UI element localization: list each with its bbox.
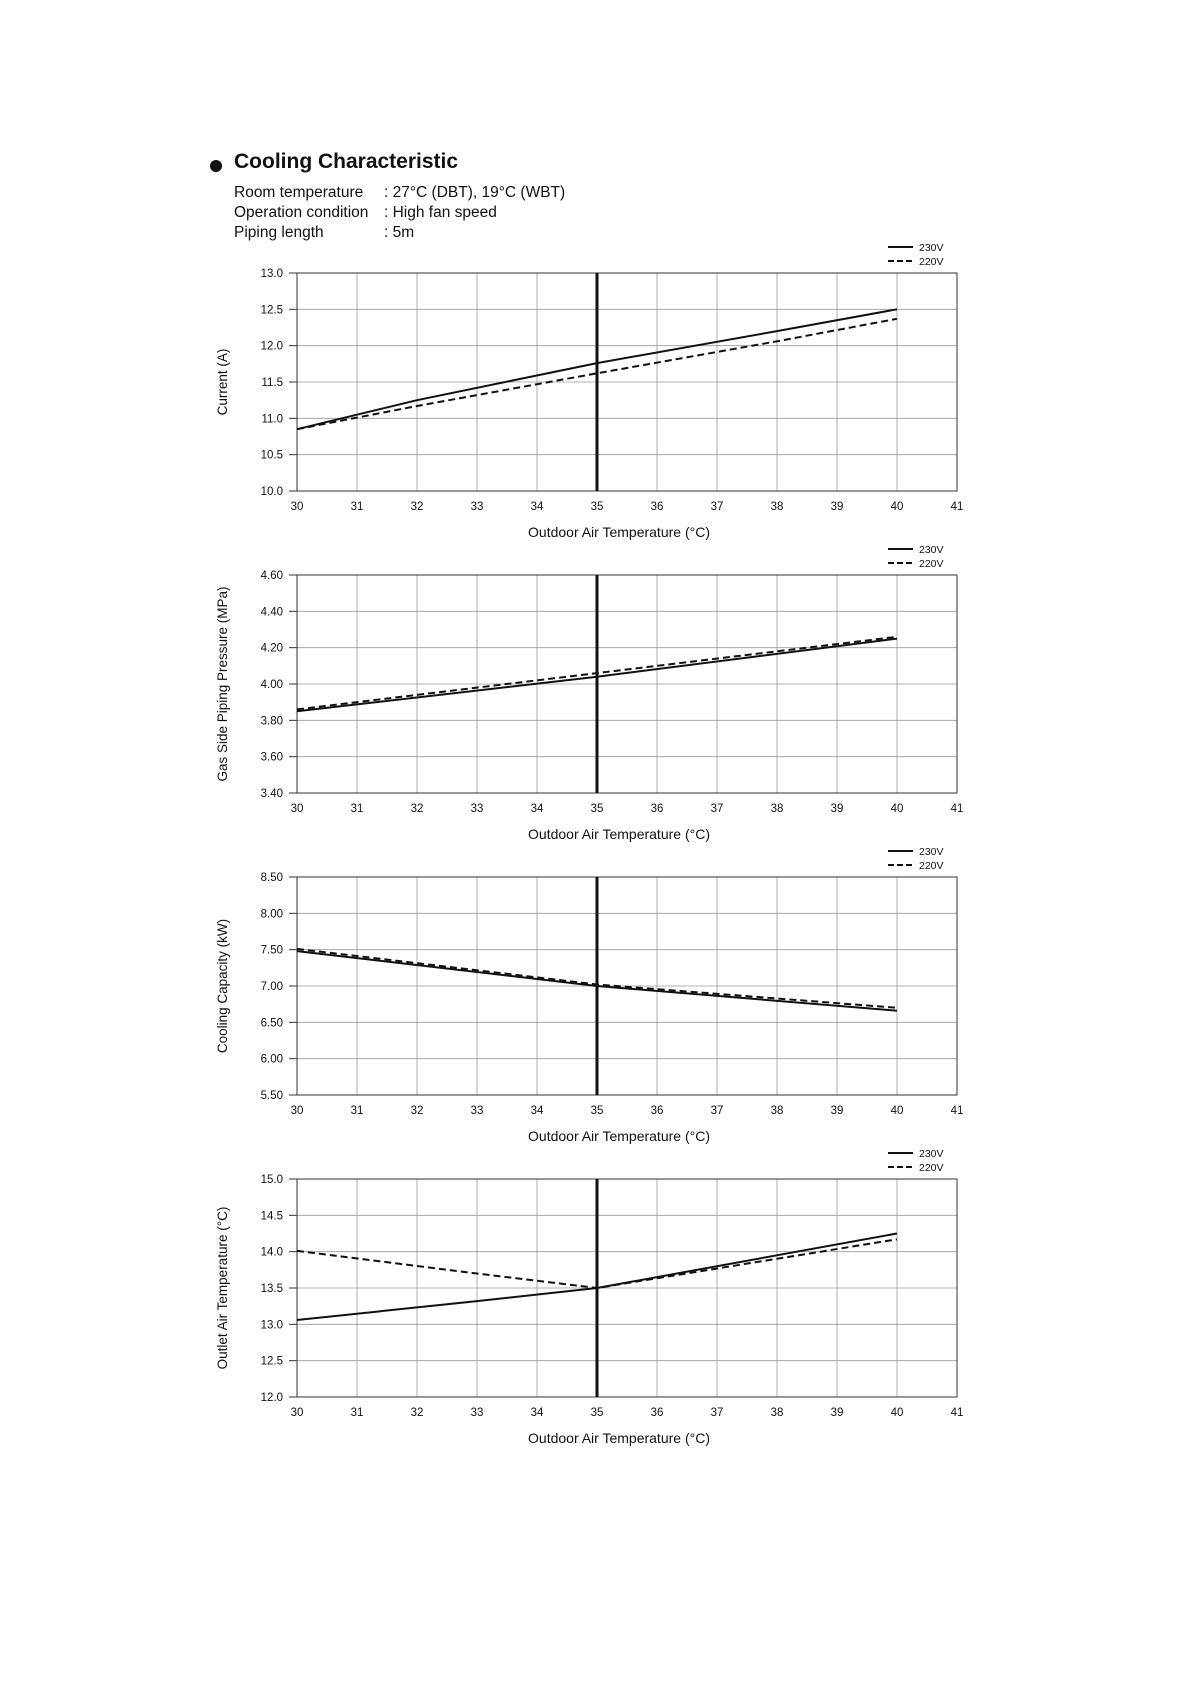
x-tick-label: 39 <box>830 1105 844 1117</box>
y-axis-label: Cooling Capacity (kW) <box>215 918 230 1054</box>
y-tick-label: 14.0 <box>260 1246 283 1259</box>
x-tick-label: 37 <box>710 803 724 815</box>
x-tick-label: 34 <box>530 803 544 815</box>
x-tick-label: 38 <box>770 1407 784 1419</box>
x-tick-label: 34 <box>530 1407 544 1419</box>
x-tick-label: 36 <box>650 501 664 513</box>
condition-label: Room temperature <box>234 184 364 201</box>
y-tick-label: 10.5 <box>260 449 283 462</box>
condition-label: Operation condition <box>234 204 369 221</box>
legend-label: 220V <box>919 860 944 872</box>
legend-label: 230V <box>919 846 944 858</box>
x-tick-label: 41 <box>950 501 964 513</box>
y-tick-label: 6.50 <box>260 1017 283 1030</box>
x-tick-label: 32 <box>410 501 424 513</box>
y-tick-label: 11.5 <box>261 377 283 389</box>
x-tick-label: 31 <box>350 1105 364 1117</box>
x-tick-label: 30 <box>290 1105 304 1117</box>
x-tick-label: 39 <box>830 1407 844 1419</box>
x-axis-label: Outdoor Air Temperature (°C) <box>528 1430 710 1446</box>
y-tick-label: 12.0 <box>260 1392 283 1404</box>
x-tick-label: 36 <box>650 1407 664 1419</box>
condition-value: : High fan speed <box>384 204 497 221</box>
x-tick-label: 32 <box>410 1407 424 1419</box>
x-tick-label: 35 <box>590 1407 604 1419</box>
x-tick-label: 32 <box>410 803 424 815</box>
x-tick-label: 34 <box>530 1105 544 1117</box>
x-tick-label: 30 <box>290 1407 304 1419</box>
condition-label: Piping length <box>234 224 324 241</box>
y-tick-label: 3.80 <box>260 715 283 728</box>
y-tick-label: 3.40 <box>260 788 283 800</box>
x-tick-label: 41 <box>950 803 964 815</box>
y-tick-label: 4.40 <box>260 606 283 619</box>
x-tick-label: 38 <box>770 1105 784 1117</box>
x-tick-label: 40 <box>890 803 904 815</box>
legend-label: 220V <box>919 256 944 268</box>
legend-label: 230V <box>919 544 944 556</box>
x-tick-label: 30 <box>290 501 304 513</box>
x-tick-label: 33 <box>470 803 484 815</box>
y-tick-label: 13.5 <box>260 1283 283 1295</box>
y-tick-label: 3.60 <box>260 751 283 764</box>
y-axis-label: Current (A) <box>215 348 230 416</box>
y-tick-label: 4.00 <box>260 679 283 691</box>
y-tick-label: 4.60 <box>260 570 283 582</box>
y-tick-label: 12.5 <box>260 1355 283 1368</box>
x-tick-label: 35 <box>590 803 604 815</box>
x-tick-label: 38 <box>770 803 784 815</box>
y-tick-label: 15.0 <box>260 1174 283 1186</box>
x-axis-label: Outdoor Air Temperature (°C) <box>528 826 710 842</box>
x-tick-label: 32 <box>410 1105 424 1117</box>
y-tick-label: 12.5 <box>260 304 283 317</box>
chart-1 <box>215 242 963 540</box>
chart-2 <box>215 544 963 842</box>
x-tick-label: 34 <box>530 501 544 513</box>
x-axis-label: Outdoor Air Temperature (°C) <box>528 524 710 540</box>
x-tick-label: 30 <box>290 803 304 815</box>
x-tick-label: 39 <box>830 803 844 815</box>
x-tick-label: 31 <box>350 501 364 513</box>
y-tick-label: 8.00 <box>260 908 283 921</box>
x-tick-label: 38 <box>770 501 784 513</box>
x-tick-label: 33 <box>470 1105 484 1117</box>
y-tick-label: 11.0 <box>261 413 283 426</box>
x-tick-label: 40 <box>890 1407 904 1419</box>
x-tick-label: 35 <box>590 1105 604 1117</box>
y-tick-label: 7.00 <box>260 981 283 993</box>
y-tick-label: 10.0 <box>260 486 283 498</box>
y-tick-label: 6.00 <box>260 1053 283 1066</box>
y-tick-label: 13.0 <box>260 1319 283 1332</box>
x-tick-label: 37 <box>710 1105 724 1117</box>
y-axis-label: Gas Side Piping Pressure (MPa) <box>215 586 230 782</box>
y-axis-label: Outlet Air Temperature (°C) <box>215 1206 230 1370</box>
x-tick-label: 41 <box>950 1105 964 1117</box>
condition-value: : 5m <box>384 224 415 241</box>
chart-4 <box>215 1148 963 1446</box>
x-tick-label: 33 <box>470 1407 484 1419</box>
x-axis-label: Outdoor Air Temperature (°C) <box>528 1128 710 1144</box>
legend-label: 230V <box>919 1148 944 1160</box>
y-tick-label: 4.20 <box>260 642 283 655</box>
x-tick-label: 31 <box>350 803 364 815</box>
legend-label: 230V <box>919 242 944 254</box>
x-tick-label: 40 <box>890 1105 904 1117</box>
x-tick-label: 33 <box>470 501 484 513</box>
y-tick-label: 12.0 <box>260 340 283 353</box>
x-tick-label: 37 <box>710 501 724 513</box>
x-tick-label: 35 <box>590 501 604 513</box>
legend-label: 220V <box>919 558 944 570</box>
x-tick-label: 31 <box>350 1407 364 1419</box>
x-tick-label: 36 <box>650 803 664 815</box>
condition-value: : 27°C (DBT), 19°C (WBT) <box>384 184 566 201</box>
x-tick-label: 40 <box>890 501 904 513</box>
x-tick-label: 39 <box>830 501 844 513</box>
y-tick-label: 8.50 <box>260 872 283 884</box>
y-tick-label: 5.50 <box>260 1090 283 1102</box>
chart-3 <box>215 846 963 1144</box>
x-tick-label: 37 <box>710 1407 724 1419</box>
x-tick-label: 41 <box>950 1407 964 1419</box>
x-tick-label: 36 <box>650 1105 664 1117</box>
legend-label: 220V <box>919 1162 944 1174</box>
y-tick-label: 13.0 <box>260 268 283 280</box>
y-tick-label: 14.5 <box>260 1210 283 1223</box>
y-tick-label: 7.50 <box>260 944 283 957</box>
page-title: Cooling Characteristic <box>234 150 459 173</box>
